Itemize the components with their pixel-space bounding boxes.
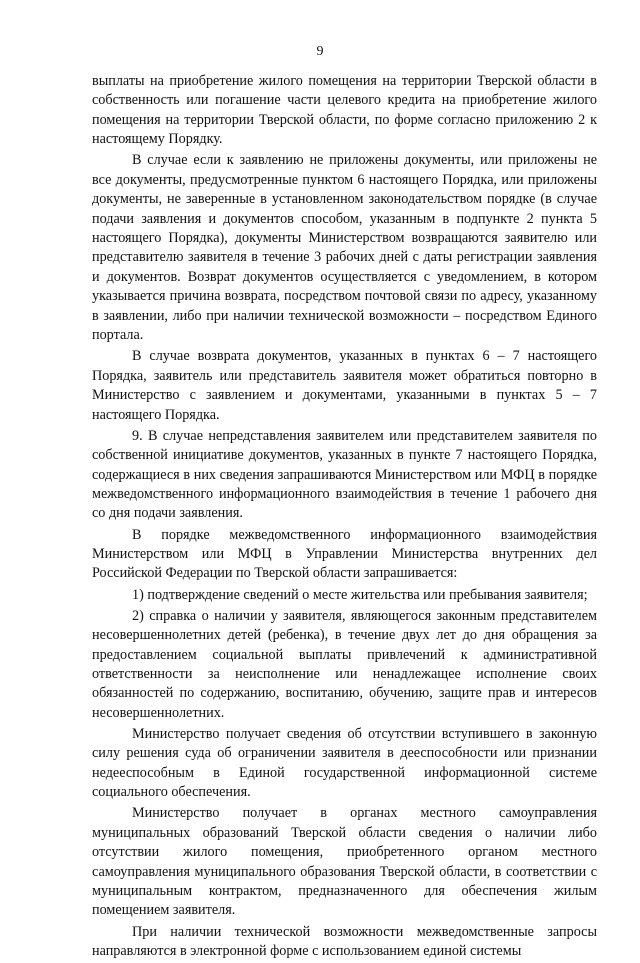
paragraph-local-government-info: Министерство получает в органах местного самоуправления муниципальных образований Тверской области сведения о наличии либо отсутствии жилого помещения, приобретенного органом местного самоуправления муниципального образования Тверской области, в соответствии с муниципальным контрактом, предназначенного для обеспечения жилым помещением заявителя. (92, 805, 597, 919)
paragraph-return-of-documents: В случае если к заявлению не приложены документы, или приложены не все документы, предусмотренные пунктом 6 настоящего Порядка, или приложены документы, не заверенные в установленном законодательством порядке (в случае подачи заявления и документов способом, указанным в подпункте 2 пункта 5 настоящего Порядка), документы Министерством возвращаются заявителю или представителю заявителя в течение 3 рабочих дней с даты регистрации заявления и документов. Возврат документов осуществляется с уведомлением, в котором указывается причина возврата, посредством почтовой связи по адресу, указанному в заявлении, либо при наличии технической возможности – посредством Единого портала. (92, 152, 597, 344)
paragraph-repeated-application: В случае возврата документов, указанных в пунктах 6 – 7 настоящего Порядка, заявитель или представитель заявителя может обратиться повторно в Министерство с заявлением и документами, указанными в пунктах 5 – 7 настоящего Порядка. (92, 348, 597, 423)
list-item-2: 2) справка о наличии у заявителя, являющегося законным представителем несовершеннолетних детей (ребенка), в течение двух лет до дня обращения за предоставлением социальной выплаты привлечений к административной ответственности за неисполнение или ненадлежащее исполнение своих обязанностей по содержанию, воспитанию, обучению, защите прав и интересов несовершеннолетних. (92, 607, 597, 721)
page-number: 9 (316, 44, 324, 59)
paragraph-clause-9: 9. В случае непредставления заявителем или представителем заявителя по собственной инициативе документов, указанных в пункте 7 настоящего Порядка, содержащиеся в них сведения запрашиваются Министерством или МФЦ в порядке межведомственного информационного взаимодействия в течение 1 рабочего дня со дня подачи заявления. (92, 427, 597, 522)
list-item-1: 1) подтверждение сведений о месте жительства или пребывания заявителя; (132, 586, 588, 603)
document-body (92, 72, 597, 963)
paragraph-electronic-requests: При наличии технической возможности межведомственные запросы направляются в электронной форме с использованием единой системы (92, 923, 597, 960)
paragraph-continuation: выплаты на приобретение жилого помещения на территории Тверской области в собственность или погашение части целевого кредита на приобретение жилого помещения на территории Тверской области, по форме согласно приложению 2 к настоящему Порядку. (92, 73, 597, 148)
paragraph-interagency-request: В порядке межведомственного информационного взаимодействия Министерством или МФЦ в Управлении Министерства внутренних дел Российской Федерации по Тверской области запрашивается: (92, 526, 597, 582)
paragraph-capacity-info: Министерство получает сведения об отсутствии вступившего в законную силу решения суда об ограничении заявителя в дееспособности или признании недееспособным в Единой государственной информационной системе социального обеспечения. (92, 725, 597, 801)
